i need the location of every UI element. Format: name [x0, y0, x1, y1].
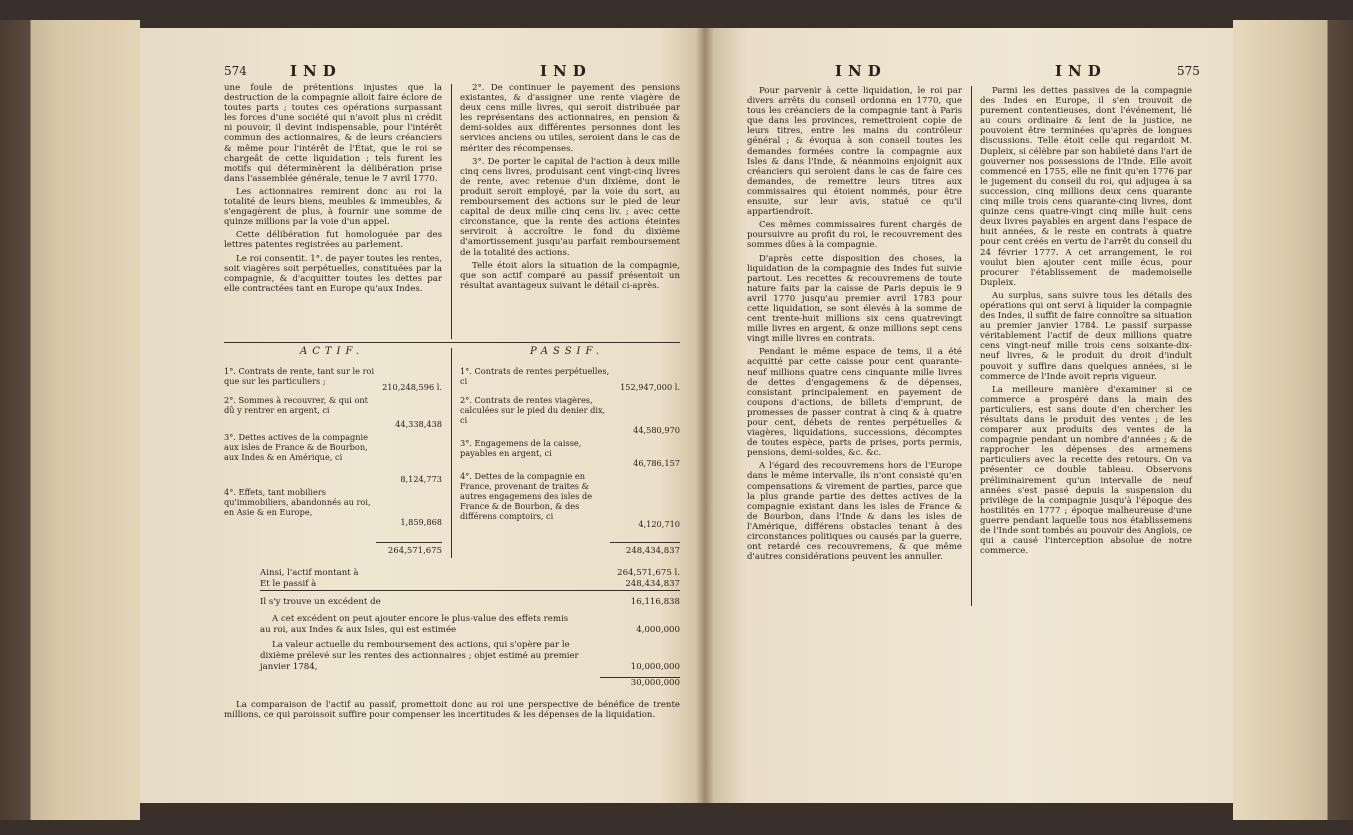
page-number: 575 [1177, 64, 1200, 78]
table-divider [451, 348, 452, 558]
total-rule [610, 542, 680, 543]
section-rule [224, 342, 680, 343]
paragraph: 2°. De continuer le payement des pensions existantes, & d'assigner une rente viagère de deux cens mille livres, qui seroit distribuée par les représentans des actionnaires, en pension & demi-soldes aux différentes personnes dont les services anciens ou utiles, seroient dans le cas de mériter des récompenses. [460, 83, 680, 154]
text-column-2 [980, 86, 1192, 559]
passif-row: 2°. Contrats de rentes viagères, calculées sur le pied du denier dix, ci 44,580,970 [460, 395, 680, 435]
passif-total: 248,434,837 [625, 546, 680, 556]
paragraph: A l'égard des recouvremens hors de l'Europe dans le même intervalle, ils n'ont consisté qu'en compensations & virement de parties, parce que la plus grande partie des dettes actives de la compagnie existant dans les isles de France & de Bourbon, dans l'Inde & dans les isles de l'Amérique, différens obstacles tenant à des circonstances politiques ou causés par la guerre, ont retardé ces recouvremens, & que même d'autres considérations peuvent les annuller. [747, 461, 962, 563]
summary-line: Il s'y trouve un excédent de 16,116,838 [260, 597, 680, 607]
text-column-2 [460, 83, 680, 294]
summary-line: Ainsi, l'actif montant à 264,571,675 l. [260, 568, 680, 578]
actif-row: 4°. Effets, tant mobiliers qu'immobiliers, abandonnés au roi, en Asie & en Europe, 1,859,868 [224, 487, 442, 527]
right-page [705, 28, 1233, 803]
text-column-1 [224, 83, 442, 297]
summary-block [260, 568, 680, 689]
actif-row: 1°. Contrats de rente, tant sur le roi que sur les particuliers ; 210,248,596 l. [224, 366, 442, 392]
closing-paragraph: La comparaison de l'actif au passif, promettoit donc au roi une perspective de bénéfice de trente millions, ce qui paroissoit suffire pour compenser les incertitudes & les dépenses de la liquidation. [224, 700, 680, 721]
running-header: IND [540, 62, 592, 80]
total-rule [376, 542, 442, 543]
passif-title: PASSIF. [530, 346, 605, 357]
summary-line: A cet excédent on peut ajouter encore le plus-value des effets remis au roi, aux Indes & aux Isles, qui est estimée 4,000,000 [260, 614, 680, 635]
paragraph: Le roi consentit. 1°. de payer toutes les rentes, soit viagères soit perpétuelles, constituées par la compagnie, & d'acquitter toutes les dettes par elle contractées tant en Europe qu'aux Indes. [224, 253, 442, 294]
actif-total: 264,571,675 [387, 546, 442, 556]
column-divider [971, 86, 972, 606]
left-page [140, 28, 705, 803]
actif-table [224, 366, 442, 530]
page-number: 574 [224, 64, 247, 78]
paragraph: 3°. De porter le capital de l'action à deux mille cinq cens livres, produisant cent vingt-cinq livres de rente, avec retenue d'un dixième, dont le produit seroit employé, par la voie du sort, au remboursement des actions sur le pied de leur capital de deux mille cinq cens liv. ; avec cette circonstance, que la rente des actions éteintes serviroit à accroître le fond du dixième d'amortissement jusqu'au parfait remboursement de la totalité des actions. [460, 156, 680, 258]
actif-title: ACTIF. [300, 346, 365, 357]
summary-total: 30,000,000 [600, 677, 680, 689]
paragraph: Parmi les dettes passives de la compagnie des Indes en Europe, il s'en trouvoit de purement contentieuses, dont l'événement, lié au cours ordinaire & lent de la justice, ne pouvoient être terminées qu'après de longues discussions. Telle étoit celle qui regardoit M. Dupleix, si célèbre par son habileté dans l'art de gouverner nos possessions de l'Inde. Elle avoit commencé en 1755, elle ne finit qu'en 1776 par le jugement du conseil du roi, qui adjugea à sa succession, cinq millions deux cens quarante cinq mille trois cens quarante-cinq livres, dont quinze cens quatre-vingt cinq mille huit cens deux livres payables en argent dans l'espace de huit années, & le reste en contrats à quatre pour cent créés en vertu de l'arrêt du conseil du 24 février 1777. A cet arrangement, le roi voulut bien ajouter cent mille écus, pour procurer l'établissement de mademoiselle Dupleix. [980, 86, 1192, 288]
running-header: IND [835, 62, 887, 80]
book-gutter [696, 28, 714, 803]
passif-row: 4°. Dettes de la compagnie en France, provenant de traites & autres engagemens des isles de France & de Bourbon, & des différens comptoirs, ci 4,120,710 [460, 471, 680, 529]
paragraph: Pendant le même espace de tems, il a été acquitté par cette caisse pour cent quarante-neuf millions quatre cens cinquante mille livres de dettes d'engagemens & de dépenses, consistant principalement en payement de coupons d'actions, de billets d'emprunt, de promesses de passer contrat à cinq & à quatre pour cent, débets de rentes perpétuelles & viagères, liquidations, successions, décomptes de toutes espèce, parts de prises, ports permis, pensions, demi-soldes, &c. &c. [747, 347, 962, 459]
paragraph: Au surplus, sans suivre tous les détails des opérations qui ont servi à liquider la compagnie des Indes, il suffit de faire connoître sa situation au premier janvier 1784. Le passif surpasse véritablement l'actif de deux millions quatre cens vingt-neuf mille trois cens soixante-dix-neuf livres, & le produit du droit d'indult pouvoit y suffire dans quelques années, si le commerce de l'Inde avoit repris vigueur. [980, 290, 1192, 382]
summary-line: La valeur actuelle du remboursement des actions, qui s'opère par le dixième prélevé sur les rentes des actionnaires ; objet estimé au premier janvier 1784, 10,000,000 [260, 640, 680, 672]
text-column-1 [747, 86, 962, 565]
paragraph: La meilleure manière d'examiner si ce commerce a prospéré dans la main des particuliers, est sans doute d'en chercher les résultats dans le produit des ventes ; de les comparer aux produits des ventes de la compagnie pendant un nombre d'années ; & de rapprocher les dépenses des armemens particuliers avec la recette des retours. On va présenter ce double tableau. Observons préliminairement qu'un intervalle de neuf années s'est passé depuis la suspension du privilège de la compagnie jusqu'à l'époque des hostilités en 1777 ; époque malheureuse d'une guerre pendant laquelle tous nos établissemens de l'Inde sont tombés au pouvoir des Anglois, ce qui a causé l'interception absolue de notre commerce. [980, 384, 1192, 557]
running-header: IND [1055, 62, 1107, 80]
actif-row: 3°. Dettes actives de la compagnie aux isles de France & de Bourbon, aux Indes & en Amérique, ci 8,124,773 [224, 432, 442, 484]
right-page-edges [1233, 20, 1353, 820]
left-page-edges [0, 20, 140, 820]
paragraph: Pour parvenir à cette liquidation, le roi par divers arrêts du conseil ordonna en 1770, que tous les créanciers de la compagnie tant à Paris que dans les provinces, remettroient copie de leurs titres, entre les mains du contrôleur général ; & évoqua à son conseil toutes les demandes formées contre la compagnie aux Isles & dans l'Inde, & néanmoins enjoignit aux créanciers qui seroient dans le cas de faire ces demandes, de remettre leurs titres aux commissaires qui étoient nommés, pour être ensuite, sur leur avis, statué ce qu'il appartiendroit. [747, 86, 962, 218]
running-header: IND [290, 62, 342, 80]
summary-line: Et le passif à 248,434,837 [260, 579, 680, 589]
paragraph: Telle étoit alors la situation de la compagnie, que son actif comparé au passif présentoit un résultat avantageux suivant le détail ci-après. [460, 260, 680, 291]
column-divider [451, 84, 452, 339]
passif-row: 3°. Engagemens de la caisse, payables en argent, ci 46,786,157 [460, 438, 680, 468]
actif-row: 2°. Sommes à recouvrer, & qui ont dû y rentrer en argent, ci 44,338,438 [224, 395, 442, 429]
paragraph: D'après cette disposition des choses, la liquidation de la compagnie des Indes fut suivie partout. Les recettes & recouvremens de toute nature faits par la caisse de Paris depuis le 9 avril 1770 jusqu'au premier avril 1783 pour cette liquidation, se sont élevés à la somme de cent trente-huit millions six cens quatrevingt mille livres en argent, & onze millions sept cens vingt mille livres en contrats. [747, 253, 962, 345]
paragraph: Cette délibération fut homologuée par des lettres patentes registrées au parlement. [224, 230, 442, 251]
paragraph: une foule de prétentions injustes que la destruction de la compagnie alloit faire éclore de toutes parts ; toutes ces opérations surpassant les forces d'une société qui n'avoit plus ni crédit ni pouvoir, il devint indispensable, pour l'intérêt commun des actionnaires, & de leurs créanciers & même pour l'intérêt de l'État, que le roi se chargeât de cette liquidation ; tels furent les motifs qui déterminèrent la délibération prise dans l'assemblée générale, tenue le 7 avril 1770. [224, 83, 442, 184]
paragraph: Les actionnaires remirent donc au roi la totalité de leurs biens, meubles & immeubles, & s'engagèrent de plus, à fournir une somme de quinze millions par la voie d'un appel. [224, 186, 442, 228]
paragraph: Ces mêmes commissaires furent chargés de poursuivre au profit du roi, le recouvrement des sommes dûes à la compagnie. [747, 220, 962, 251]
passif-table [460, 366, 680, 532]
passif-row: 1°. Contrats de rentes perpétuelles, ci 152,947,000 l. [460, 366, 680, 392]
